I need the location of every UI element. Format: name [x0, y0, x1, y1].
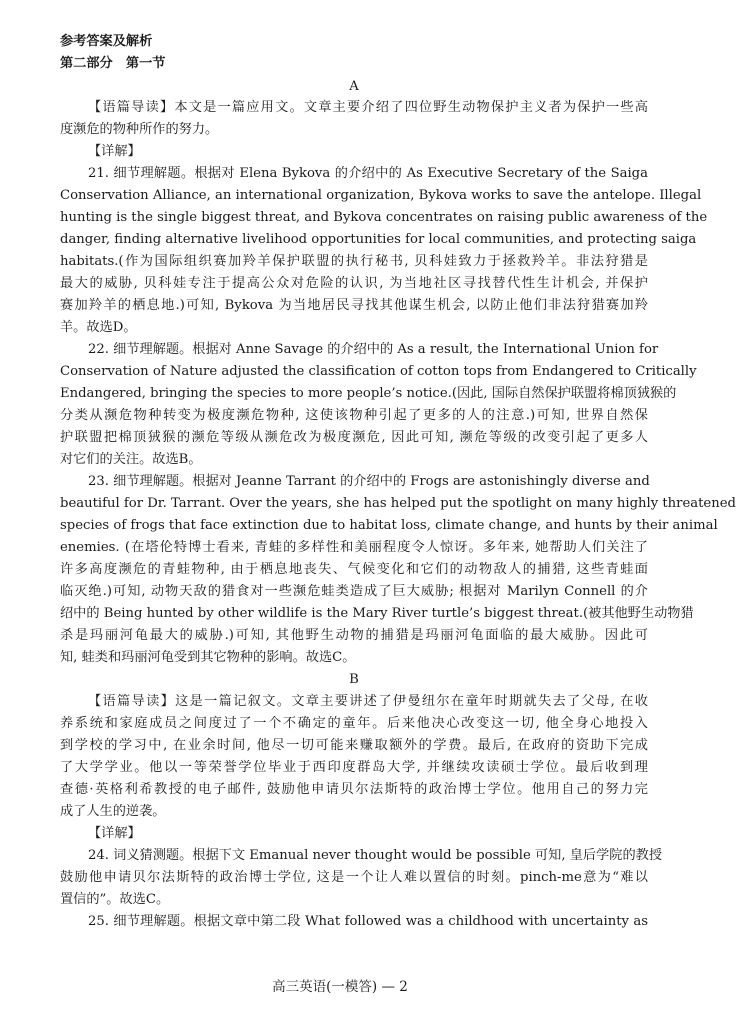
section-b-intro-line: 到学校的学习中, 在业余时间, 他尽一切可能来赚取额外的学费。最后, 在政府的资助下完成 — [60, 738, 648, 753]
q21-line: danger, finding alternative livelihood opportunities for local communities, and protecting saiga — [60, 232, 697, 247]
q21-line: Conservation Alliance, an international organization, Bykova works to save the antelope. Illegal — [60, 188, 702, 203]
page-footer: 高三英语(一模答) — 2 — [272, 979, 408, 995]
q21-line: 羊。故选D。 — [60, 320, 137, 335]
q21-line: 最大的威胁, 贝科娃专注于提高公众对危险的认识, 为当地社区寻找替代性生计机会, 并保护 — [60, 276, 648, 291]
q23-line: 23. 细节理解题。根据对 Jeanne Tarrant 的介绍中的 Frogs are astonishingly diverse and — [88, 474, 650, 489]
section-b-intro-line: 【语篇导读】这是一篇记叙文。文章主要讲述了伊曼纽尔在童年时期就失去了父母, 在收 — [88, 694, 648, 709]
q24-line: 置信的”。故选C。 — [60, 892, 170, 907]
section-b-label: B — [349, 672, 359, 687]
section-a-label: A — [349, 79, 359, 94]
q22-line: 对它们的关注。故选B。 — [60, 452, 202, 467]
page-heading: 参考答案及解析 — [60, 34, 153, 49]
section-a-detail-label: 【详解】 — [88, 144, 141, 159]
q23-line: 杀是玛丽河龟最大的威胁.)可知, 其他野生动物的捕猎是玛丽河龟面临的最大威胁。因此可 — [60, 628, 648, 643]
q22-line: 分类从濒危物种转变为极度濒危物种, 这使该物种引起了更多的人的注意.)可知, 世界自然保 — [60, 408, 648, 423]
section-b-intro-line: 成了人生的逆袭。 — [60, 804, 166, 819]
section-a-intro-line: 【语篇导读】本文是一篇应用文。文章主要介绍了四位野生动物保护主义者为保护一些高 — [88, 100, 648, 115]
section-a-intro-line: 度濒危的物种所作的努力。 — [60, 122, 219, 137]
q23-line: enemies. (在塔伦特博士看来, 青蛙的多样性和美丽程度令人惊讶。多年来, 她帮助人们关注了 — [60, 540, 648, 555]
q22-line: 护联盟把棉顶狨猴的濒危等级从濒危改为极度濒危, 因此可知, 濒危等级的改变引起了更多人 — [60, 430, 648, 445]
q22-line: Endangered, bringing the species to more people’s notice.(因此, 国际自然保护联盟将棉顶狨猴的 — [60, 386, 677, 401]
q24-line: 鼓励他申请贝尔法斯特的政治博士学位, 这是一个让人难以置信的时刻。pinch-me意为“难以 — [60, 870, 648, 885]
q23-line: 临灭绝.)可知, 动物天敌的猎食对一些濒危蛙类造成了巨大威胁; 根据对 Marilyn Connell 的介 — [60, 584, 648, 599]
q22-line: 22. 细节理解题。根据对 Anne Savage 的介绍中的 As a result, the International Union for — [88, 342, 659, 357]
q21-line: hunting is the single biggest threat, and Bykova concentrates on raising public awareness of the — [60, 210, 708, 225]
q23-line: beautiful for Dr. Tarrant. Over the years, she has helped put the spotlight on many highly threatened — [60, 496, 736, 511]
q23-line: 知, 蛙类和玛丽河龟受到其它物种的影响。故选C。 — [60, 650, 356, 665]
section-b-intro-line: 养系统和家庭成员之间度过了一个不确定的童年。后来他决心改变这一切, 他全身心地投入 — [60, 716, 648, 731]
q24-line: 24. 词义猜测题。根据下文 Emanual never thought would be possible 可知, 皇后学院的教授 — [88, 848, 663, 863]
section-b-intro-line: 了大学学业。他以一等荣誉学位毕业于西印度群岛大学, 并继续攻读硕士学位。最后收到理 — [60, 760, 648, 775]
section-b-intro-line: 查德·英格利希教授的电子邮件, 鼓励他申请贝尔法斯特的政治博士学位。他用自己的努力完 — [60, 782, 648, 797]
q22-line: Conservation of Nature adjusted the classification of cotton tops from Endangered to Critically — [60, 364, 697, 379]
section-b-detail-label: 【详解】 — [88, 826, 141, 841]
q21-line: habitats.(作为国际组织赛加羚羊保护联盟的执行秘书, 贝科娃致力于拯救羚羊。非法狩猎是 — [60, 254, 648, 269]
q21-line: 21. 细节理解题。根据对 Elena Bykova 的介绍中的 As Executive Secretary of the Saiga — [88, 166, 648, 181]
part-heading: 第二部分 第一节 — [60, 56, 166, 71]
q21-line: 赛加羚羊的栖息地.)可知, Bykova 为当地居民寻找其他谋生机会, 以防止他们非法狩猎赛加羚 — [60, 298, 648, 313]
q23-line: species of frogs that face extinction due to habitat loss, climate change, and hunts by their animal — [60, 518, 718, 533]
q23-line: 许多高度濒危的青蛙物种, 由于栖息地丧失、气候变化和它们的动物敌人的捕猎, 这些青蛙面 — [60, 562, 648, 577]
q25-line: 25. 细节理解题。根据文章中第二段 What followed was a childhood with uncertainty as — [88, 914, 648, 929]
q23-line: 绍中的 Being hunted by other wildlife is the Mary River turtle’s biggest threat.(被其他野生动物猎 — [60, 606, 694, 621]
